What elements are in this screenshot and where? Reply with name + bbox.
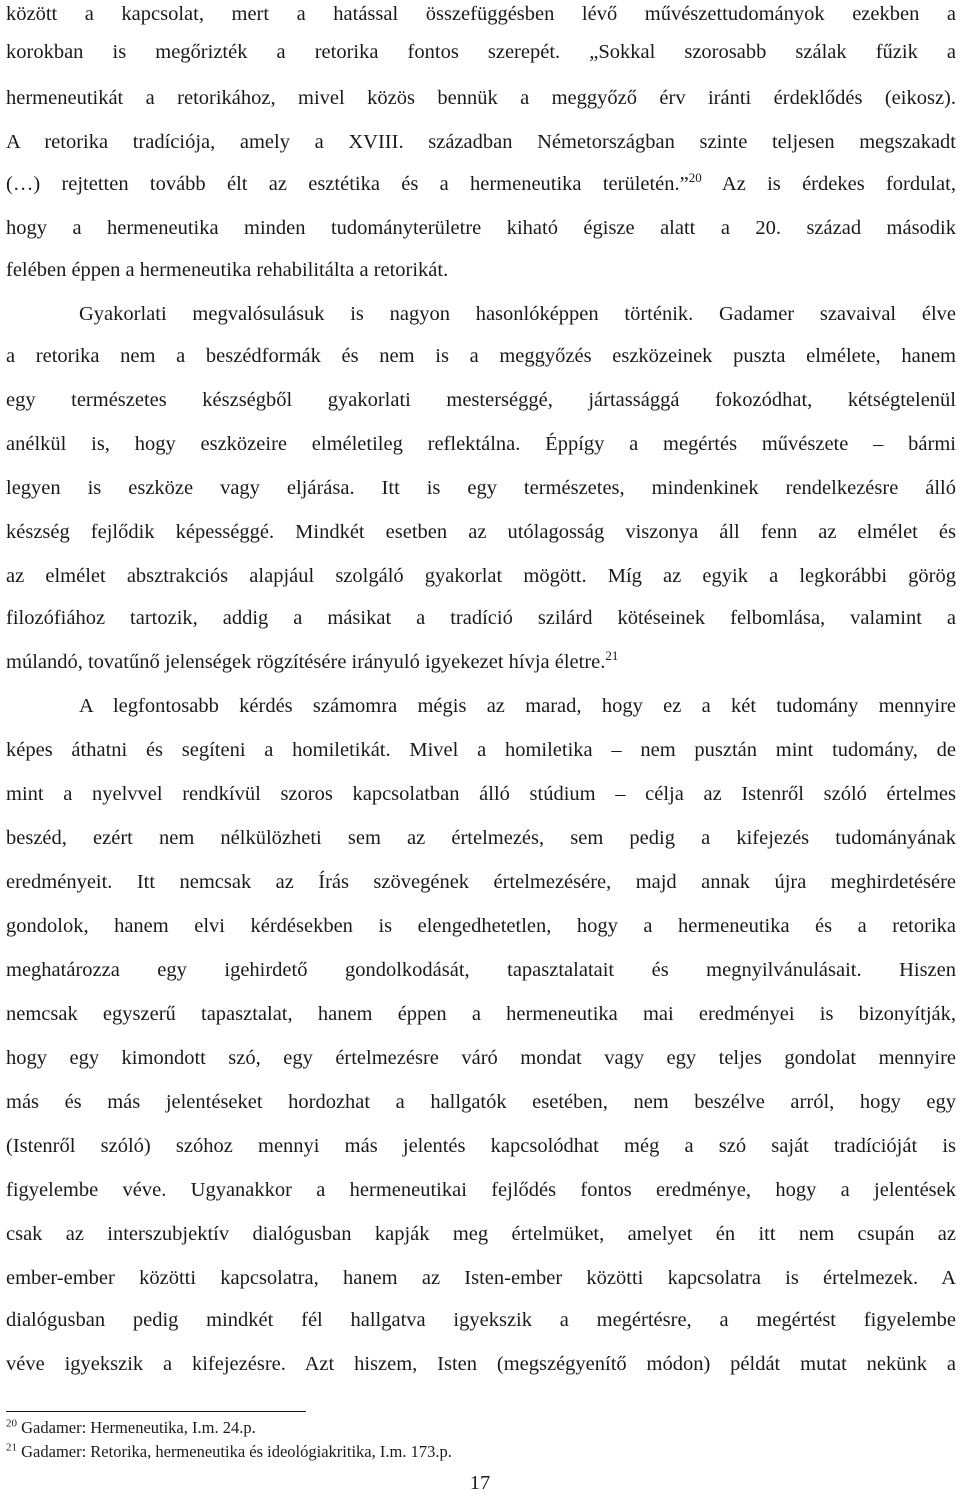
text-line: ember-ember közötti kapcsolatra, hanem az Isten-ember közötti kapcsolatra is értelmezek. A <box>6 1267 956 1289</box>
text-line: dialógusban pedig mindkét fél hallgatva igyekszik a megértésre, a megértést figyelembe <box>6 1309 956 1331</box>
text-line-with-footnote <box>6 170 956 198</box>
text-line: A retorika tradíciója, amely a XVIII. században Németországban szinte teljesen megszakadt <box>6 131 956 153</box>
text-line-with-footnote <box>6 648 956 676</box>
text-line: egy természetes készségből gyakorlati mesterséggé, jártassággá fokozódhat, kétségtelenül <box>6 389 956 411</box>
text-line: nemcsak egyszerű tapasztalat, hanem éppen a hermeneutika mai eredményei is bizonyítják, <box>6 1003 956 1025</box>
footnote-number: 21 <box>6 1441 17 1454</box>
text-line: mint a nyelvvel rendkívül szoros kapcsolatban álló stúdium – célja az Istenről szóló értelmes <box>6 783 956 805</box>
footnote-ref-21: 21 <box>605 648 619 664</box>
text-line: eredményeit. Itt nemcsak az Írás szövegének értelmezésére, majd annak újra meghirdetésére <box>6 871 956 893</box>
text-line: véve igyekszik a kifejezésre. Azt hiszem, Isten (megszégyenítő módon) példát mutat nekünk a <box>6 1353 956 1375</box>
text-line: az elmélet absztrakciós alapjául szolgáló gyakorlat mögött. Míg az egyik a legkorábbi görög <box>6 565 956 587</box>
footnote-number: 20 <box>6 1417 17 1430</box>
text-line: filozófiához tartozik, addig a másikat a tradíció szilárd kötéseinek felbomlása, valamint a <box>6 607 956 629</box>
paragraph-first-line: Gyakorlati megvalósulásuk is nagyon hasonlóképpen történik. Gadamer szavaival élve <box>79 303 956 325</box>
text-segment: Az is érdekes fordulat, <box>721 173 956 195</box>
paragraph-first-line: A legfontosabb kérdés számomra mégis az marad, hogy ez a két tudomány mennyire <box>79 695 956 717</box>
text-line: figyelembe véve. Ugyanakkor a hermeneutikai fejlődés fontos eredménye, hogy a jelentések <box>6 1179 956 1201</box>
text-line: gondolok, hanem elvi kérdésekben is elengedhetetlen, hogy a hermeneutika és a retorika <box>6 915 956 937</box>
footnote-text: Gadamer: Hermeneutika, I.m. 24.p. <box>21 1418 256 1437</box>
closing-quote: ” <box>679 173 689 195</box>
footnote-text: Gadamer: Retorika, hermeneutika és ideológiakritika, I.m. 173.p. <box>21 1442 452 1461</box>
text-line: képes áthatni és segíteni a homiletikát. Mivel a homiletika – nem pusztán mint tudomány, de <box>6 739 956 761</box>
text-line: korokban is megőrizték a retorika fontos szerepét. „Sokkal szorosabb szálak fűzik a <box>6 41 956 63</box>
footnote-ref-20: 20 <box>688 170 702 186</box>
footnote-separator <box>6 1411 306 1412</box>
text-line: (Istenről szóló) szóhoz mennyi más jelentés kapcsolódhat még a szó saját tradícióját is <box>6 1135 956 1157</box>
text-line: a retorika nem a beszédformák és nem is a meggyőzés eszközeinek puszta elmélete, hanem <box>6 345 956 367</box>
text-segment: múlandó, tovatűnő jelenségek rögzítésére irányuló igyekezet hívja életre. <box>6 651 606 673</box>
footnote-21 <box>6 1442 906 1462</box>
text-line: hogy a hermeneutika minden tudományterületre kiható égisze alatt a 20. század második <box>6 217 956 239</box>
text-line: más és más jelentéseket hordozhat a hallgatók esetében, nem beszélve arról, hogy egy <box>6 1091 956 1113</box>
footnote-20 <box>6 1418 906 1438</box>
text-line: meghatározza egy igehirdető gondolkodását, tapasztalatait és megnyilvánulásait. Hiszen <box>6 959 956 981</box>
text-line: készség fejlődik képességgé. Mindkét esetben az utólagosság viszonya áll fenn az elmélet és <box>6 521 956 543</box>
text-line: csak az interszubjektív dialógusban kapják meg értelmüket, amelyet én itt nem csupán az <box>6 1223 956 1245</box>
page-number: 17 <box>469 1472 491 1494</box>
text-line: hermeneutikát a retorikához, mivel közös bennük a meggyőző érv iránti érdeklődés (eikosz). <box>6 87 956 109</box>
text-line: anélkül is, hogy eszközeire elméletileg reflektálna. Éppígy a megértés művészete – bármi <box>6 433 956 455</box>
text-line: hogy egy kimondott szó, egy értelmezésre váró mondat vagy egy teljes gondolat mennyire <box>6 1047 956 1069</box>
text-line: felében éppen a hermeneutika rehabilitálta a retorikát. <box>6 259 449 281</box>
text-segment: (…) rejtetten tovább élt az esztétika és a hermeneutika területén. <box>6 173 680 195</box>
text-line: beszéd, ezért nem nélkülözheti sem az értelmezés, sem pedig a kifejezés tudományának <box>6 827 956 849</box>
text-line: legyen is eszköze vagy eljárása. Itt is egy természetes, mindenkinek rendelkezésre álló <box>6 477 956 499</box>
text-line: között a kapcsolat, mert a hatással összefüggésben lévő művészettudományok ezekben a <box>6 3 956 25</box>
